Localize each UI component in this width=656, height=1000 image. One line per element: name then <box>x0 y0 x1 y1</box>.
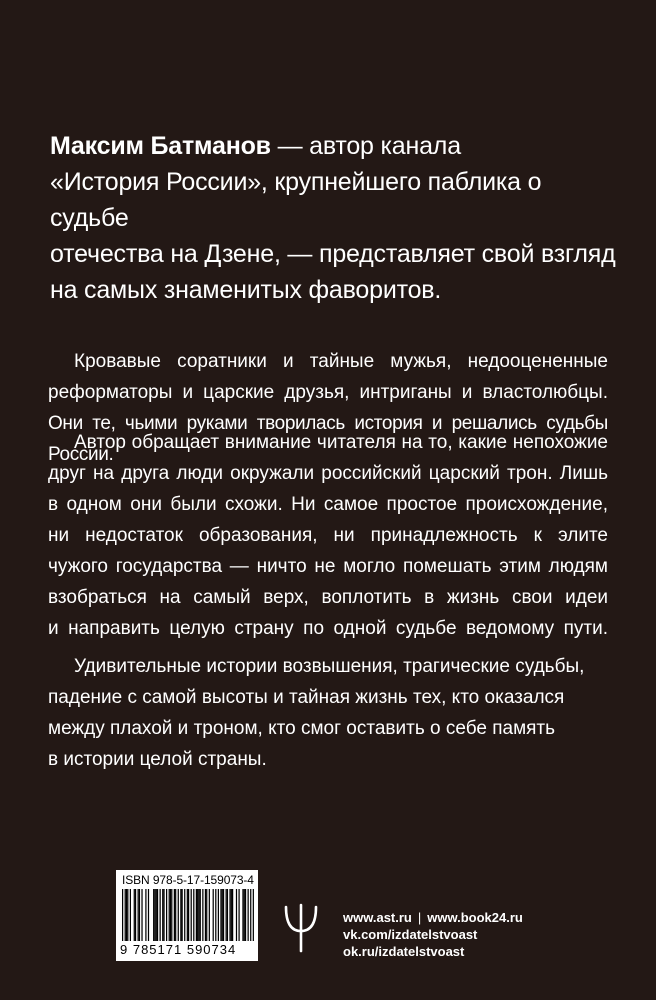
paragraph-3-line: Удивительные истории возвышения, трагические судьбы, <box>74 656 585 677</box>
barcode-bar <box>163 889 164 941</box>
barcode-bar <box>175 889 176 941</box>
barcode-bar <box>200 889 201 941</box>
barcode-bar <box>227 889 228 941</box>
barcode-bar <box>169 889 170 941</box>
barcode-bar <box>153 889 154 941</box>
barcode-bar <box>160 889 161 941</box>
barcode-bar <box>145 889 146 941</box>
ean-digits: 9 785171 590734 <box>120 942 237 957</box>
barcode-bar <box>157 889 158 941</box>
paragraph-3-line: в истории целой страны. <box>48 749 267 770</box>
barcode-bar <box>182 889 183 941</box>
intro-line-3: отечества на Дзене, — представляет свой взгляд <box>50 240 616 268</box>
barcode-bar <box>126 889 127 941</box>
barcode-bar <box>220 889 221 941</box>
links-row-1 <box>343 909 523 926</box>
paragraph-2-line: ни недостаток образования, ни принадлежность к элите <box>48 525 608 546</box>
publisher-links <box>343 909 523 960</box>
paragraph-2-line: взобраться на самый верх, воплотить в жизнь свои идеи <box>48 587 608 608</box>
barcode-bar <box>222 889 223 941</box>
barcode-bar <box>206 889 207 941</box>
author-name: Максим Батманов <box>50 132 271 160</box>
link-ok[interactable]: ok.ru/izdatelstvoast <box>343 944 465 959</box>
intro-line-2: «История России», крупнейшего паблика о судьбе <box>50 168 542 232</box>
barcode-bar <box>174 889 175 941</box>
barcode-bar <box>253 889 254 941</box>
barcode-bar <box>134 889 135 941</box>
barcode-bar <box>171 889 172 941</box>
paragraph-1-line: Кровавые соратники и тайные мужья, недооцененные <box>74 351 608 372</box>
paragraph-1-line: реформаторы и царские друзья, интриганы и властолюбцы. <box>48 382 608 403</box>
barcode-bar <box>178 889 179 941</box>
link-ast[interactable]: www.ast.ru <box>343 910 412 925</box>
barcode-bar <box>236 889 237 941</box>
barcode-bar <box>127 889 128 941</box>
barcode-bar <box>139 889 140 941</box>
barcode-bar <box>187 889 188 941</box>
paragraph-2 <box>48 427 608 644</box>
barcode-bar <box>238 889 239 941</box>
barcode-bar <box>193 889 194 941</box>
barcode-bar <box>244 889 245 941</box>
paragraph-2-line: и направить целую страну по одной судьбе ведомому пути. <box>48 618 608 639</box>
barcode-bar <box>215 889 216 941</box>
barcode-bar <box>184 889 185 941</box>
barcode-bar <box>135 889 136 941</box>
barcode-bar <box>188 889 189 941</box>
paragraph-3 <box>48 651 623 775</box>
barcode-bar <box>141 889 142 941</box>
barcode-bar <box>218 889 219 941</box>
paragraph-1-line: Они те, чьими руками творилась история и решались судьбы России. <box>48 413 608 465</box>
isbn-barcode <box>116 870 258 961</box>
barcode-bars <box>122 889 254 941</box>
barcode-bar <box>231 889 232 941</box>
barcode-bar <box>196 889 197 941</box>
barcode-bar <box>180 889 181 941</box>
barcode-bar <box>130 889 131 941</box>
barcode-bar <box>125 889 126 941</box>
barcode-bar <box>202 889 203 941</box>
barcode-bar <box>213 889 214 941</box>
isbn-number: ISBN 978-5-17-159073-4 <box>122 873 254 887</box>
paragraph-3-line: падение с самой высоты и тайная жизнь тех, кто оказался <box>48 687 565 708</box>
barcode-bar <box>197 889 198 941</box>
barcode-bar <box>166 889 167 941</box>
barcode-bar <box>248 889 249 941</box>
intro-line-1 <box>50 128 625 164</box>
intro-line-1-rest: — автор канала <box>270 132 461 160</box>
barcode-bar <box>232 889 233 941</box>
links-separator: | <box>417 910 422 925</box>
barcode-bar <box>156 889 157 941</box>
barcode-bar <box>229 889 230 941</box>
intro-line-4: на самых знаменитых фаворитов. <box>50 276 442 304</box>
barcode-bar <box>250 889 251 941</box>
link-vk[interactable]: vk.com/izdatelstvoast <box>343 927 478 942</box>
barcode-bar <box>198 889 199 941</box>
barcode-bar <box>209 889 210 941</box>
barcode-bar <box>245 889 246 941</box>
barcode-bar <box>205 889 206 941</box>
paragraph-2-line: в одном они были схожи. Ни самое простое происхождение, <box>48 494 608 515</box>
paragraph-3-line: между плахой и троном, кто смог оставить о себе память <box>48 718 556 739</box>
barcode-bar <box>122 889 123 941</box>
barcode-bar <box>138 889 139 941</box>
barcode-bar <box>162 889 163 941</box>
barcode-bar <box>242 889 243 941</box>
publisher-psi-logo-icon <box>283 903 319 953</box>
paragraph-2-line: Автор обращает внимание читателя на то, какие непохожие <box>74 432 608 453</box>
barcode-bar <box>170 889 171 941</box>
link-book24[interactable]: www.book24.ru <box>427 910 523 925</box>
barcode-bar <box>223 889 224 941</box>
barcode-bar <box>154 889 155 941</box>
barcode-bar <box>191 889 192 941</box>
author-intro <box>50 128 625 308</box>
paragraph-2-line: чужого государства — ничто не могло помешать этим людям <box>48 556 608 577</box>
paragraph-2-line: друг на друга люди окружали российский царский трон. Лишь <box>48 463 608 484</box>
barcode-bar <box>226 889 227 941</box>
barcode-bar <box>148 889 149 941</box>
